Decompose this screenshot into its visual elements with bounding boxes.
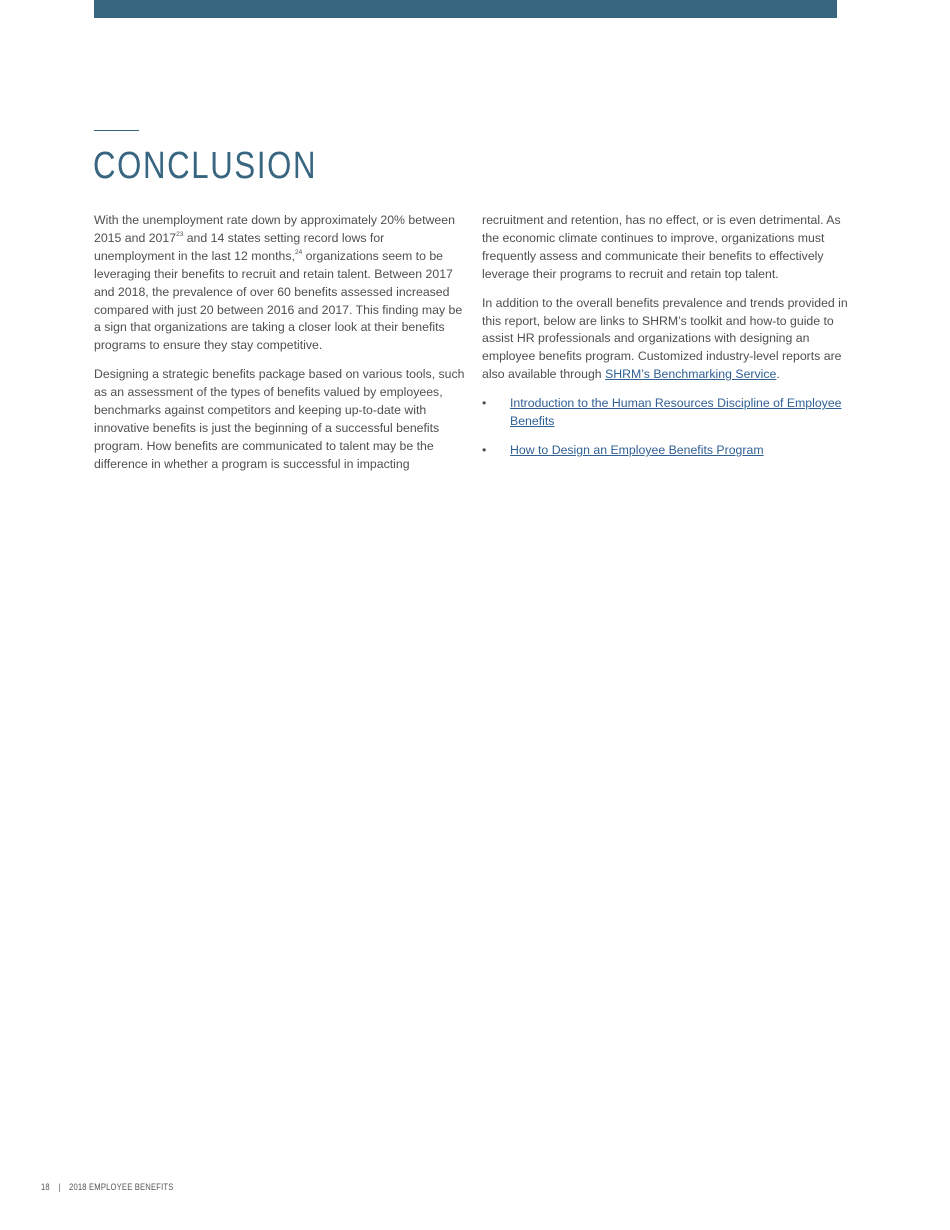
report-title: 2018 EMPLOYEE BENEFITS xyxy=(69,1182,174,1192)
footer-separator: | xyxy=(58,1182,61,1192)
page-footer xyxy=(41,1182,174,1192)
bullet-icon: • xyxy=(482,442,487,457)
footnote-ref-24[interactable]: 24 xyxy=(294,248,303,256)
right-column xyxy=(482,212,856,471)
paragraph-end: . xyxy=(776,367,780,382)
footnote-ref-23[interactable]: 23 xyxy=(176,230,184,238)
title-accent-rule xyxy=(94,130,139,131)
paragraph-text: With the unemployment rate down by approximately 20% between 2015 and 2017 xyxy=(94,213,455,245)
bullet-icon: • xyxy=(482,396,487,411)
resource-links-list xyxy=(482,395,856,460)
left-column xyxy=(94,212,466,485)
page-title: CONCLUSION xyxy=(93,145,318,187)
paragraph-unemployment xyxy=(94,212,466,355)
paragraph-retention: recruitment and retention, has no effect, or is even detrimental. As the economic climate continues to improve, organizations must frequently assess and communicate their benefits to effectively leverage their programs to recruit and retain top talent. xyxy=(482,213,841,281)
intro-employee-benefits-link[interactable]: Introduction to the Human Resources Discipline of Employee Benefits xyxy=(510,396,842,429)
benchmarking-service-link[interactable]: SHRM’s Benchmarking Service xyxy=(605,367,777,382)
paragraph-text: and 14 states setting record lows for unemployment in the last 12 months, xyxy=(94,230,385,263)
list-item xyxy=(482,442,856,460)
paragraph-designing-benefits: Designing a strategic benefits package based on various tools, such as an assessment of the types of benefits valued by employees, benchmarks against competitors and keeping up-to-date with innovative benefits is just the beginning of a successful benefits program. How benefits are communicated to talent may be the difference in whether a program is successful in impacting xyxy=(94,367,465,471)
list-item xyxy=(482,395,856,431)
header-color-bar xyxy=(94,0,837,18)
paragraph-toolkit xyxy=(482,295,856,385)
paragraph-text: organizations seem to be leveraging their benefits to recruit and retain talent. Between 2017 and 2018, the prevalence of over 60 benefits assessed increased compared with just 20 between 2016 and 2017. This finding may be a sign that organizations are taking a closer look at their benefits programs to ensure they stay competitive. xyxy=(94,248,463,353)
paragraph-text: In addition to the overall benefits prevalence and trends provided in this report, below are links to SHRM’s toolkit and how-to guide to assist HR professionals and organizations with designing an employee benefits program. Customized industry-level reports are also available through xyxy=(482,295,848,382)
page-number: 18 xyxy=(41,1182,50,1192)
design-benefits-program-link[interactable]: How to Design an Employee Benefits Program xyxy=(510,442,764,457)
